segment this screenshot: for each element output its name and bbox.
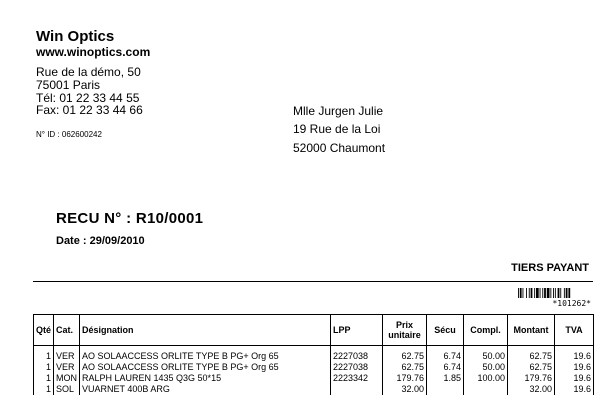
table-row — [34, 384, 594, 395]
cell-tva: 19.6 — [555, 373, 594, 384]
cell-designation: AO SOLAACCESS ORLITE TYPE B PG+ Org 65 — [80, 351, 331, 362]
cell-compl: 100.00 — [464, 373, 508, 384]
sender-phone: Tél: 01 22 33 44 55 — [36, 91, 140, 105]
col-header-designation: Désignation — [80, 315, 331, 346]
cell-tva: 19.6 — [555, 362, 594, 373]
cell-lpp — [331, 384, 383, 395]
company-name: Win Optics — [36, 28, 115, 45]
col-header-category: Cat. — [54, 315, 80, 346]
cell-secu: 1.85 — [427, 373, 464, 384]
cell-amount: 62.75 — [508, 351, 555, 362]
table-row — [34, 362, 594, 373]
barcode-bar — [550, 288, 551, 298]
table-header-row — [34, 315, 594, 346]
barcode-bar — [536, 288, 539, 298]
barcode-bar — [540, 288, 541, 298]
cell-secu: 6.74 — [427, 362, 464, 373]
receipt-number: RECU N° : R10/0001 — [56, 210, 204, 227]
cell-qty: 1 — [34, 373, 54, 384]
receipt-date: Date : 29/09/2010 — [56, 235, 145, 247]
barcode-bar — [544, 288, 546, 298]
items-table — [33, 314, 594, 395]
company-website: www.winoptics.com — [36, 45, 151, 59]
col-header-amount: Montant — [508, 315, 555, 346]
table-row — [34, 351, 594, 362]
barcode-bar — [568, 288, 570, 298]
cell-compl: 50.00 — [464, 351, 508, 362]
barcode-bar — [520, 288, 522, 298]
col-header-secu: Sécu — [427, 315, 464, 346]
cell-tva: 19.6 — [555, 384, 594, 395]
payment-mode: TIERS PAYANT — [511, 262, 589, 274]
cell-category: VER — [54, 351, 80, 362]
recipient-name: Mlle Jurgen Julie — [293, 104, 384, 118]
cell-secu — [427, 384, 464, 395]
barcode — [518, 288, 592, 298]
cell-designation: RALPH LAUREN 1435 Q3G 50*15 — [80, 373, 331, 384]
barcode-bar — [558, 288, 560, 298]
col-header-tva: TVA — [555, 315, 594, 346]
sender-address-line: 75001 Paris — [36, 78, 101, 92]
recipient-street: 19 Rue de la Loi — [293, 122, 381, 136]
cell-unit-price: 62.75 — [383, 351, 427, 362]
col-header-compl: Compl. — [464, 315, 508, 346]
barcode-bar — [542, 288, 543, 298]
cell-unit-price: 179.76 — [383, 373, 427, 384]
barcode-bar — [534, 288, 535, 298]
cell-compl: 50.00 — [464, 362, 508, 373]
barcode-bar — [560, 288, 561, 298]
sender-fax: Fax: 01 22 33 44 66 — [36, 103, 143, 117]
header-divider — [33, 281, 593, 282]
cell-qty: 1 — [34, 362, 54, 373]
barcode-text: *101262* — [552, 299, 591, 308]
cell-compl — [464, 384, 508, 395]
barcode-bar — [555, 288, 556, 298]
barcode-bar — [553, 288, 554, 298]
cell-designation: AO SOLAACCESS ORLITE TYPE B PG+ Org 65 — [80, 362, 331, 373]
barcode-bar — [518, 288, 519, 298]
cell-category: MON — [54, 373, 80, 384]
barcode-bar — [531, 288, 533, 298]
cell-tva: 19.6 — [555, 351, 594, 362]
recipient-city: 52000 Chaumont — [293, 141, 386, 155]
barcode-bar — [564, 288, 565, 298]
cell-qty: 1 — [34, 384, 54, 395]
col-header-qty: Qté — [34, 315, 54, 346]
barcode-bar — [529, 288, 530, 298]
cell-unit-price: 62.75 — [383, 362, 427, 373]
barcode-bar — [547, 288, 550, 298]
cell-lpp: 2227038 — [331, 351, 383, 362]
cell-designation: VUARNET 400B ARG — [80, 384, 331, 395]
col-header-lpp: LPP — [331, 315, 383, 346]
cell-amount: 179.76 — [508, 373, 555, 384]
sender-address-line: Rue de la démo, 50 — [36, 65, 141, 79]
cell-unit-price: 32.00 — [383, 384, 427, 395]
cell-lpp: 2223342 — [331, 373, 383, 384]
cell-amount: 62.75 — [508, 362, 555, 373]
cell-qty: 1 — [34, 351, 54, 362]
table-row — [34, 373, 594, 384]
cell-category: SOL — [54, 384, 80, 395]
cell-lpp: 2227038 — [331, 362, 383, 373]
barcode-bar — [523, 288, 524, 298]
national-id: N° ID : 062600242 — [36, 130, 102, 139]
cell-secu: 6.74 — [427, 351, 464, 362]
barcode-bar — [526, 288, 527, 298]
col-header-unit-price: Prix unitaire — [383, 315, 427, 346]
cell-amount: 32.00 — [508, 384, 555, 395]
barcode-bar — [566, 288, 568, 298]
cell-category: VER — [54, 362, 80, 373]
